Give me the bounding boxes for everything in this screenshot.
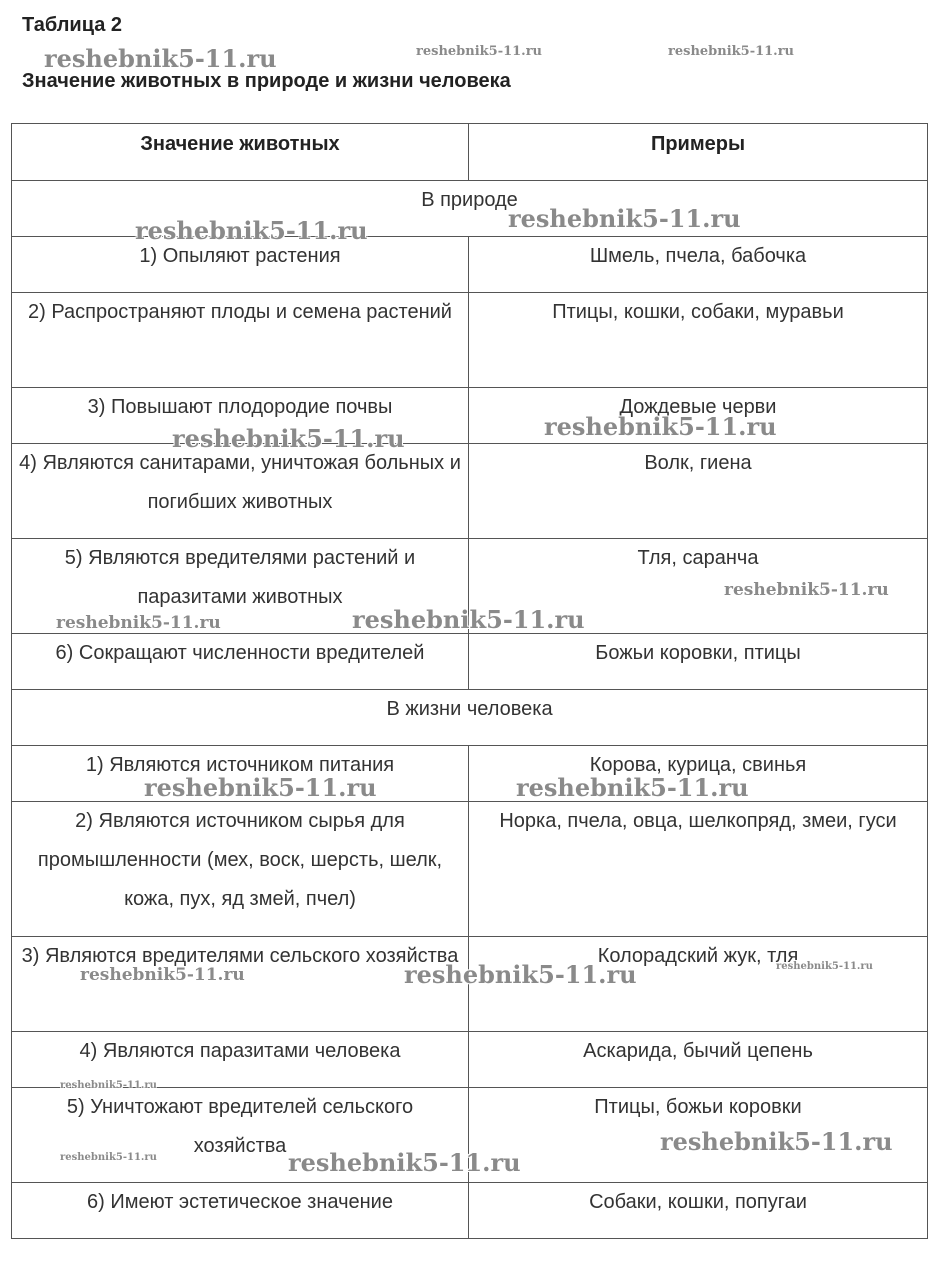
row-examples: Птицы, кошки, собаки, муравьи bbox=[469, 293, 928, 388]
header-examples: Примеры bbox=[469, 124, 928, 181]
row-examples: Аскарида, бычий цепень bbox=[469, 1032, 928, 1088]
row-examples: Тля, саранча bbox=[469, 539, 928, 634]
table-row bbox=[12, 444, 928, 539]
table-row bbox=[12, 1032, 928, 1088]
row-examples: Волк, гиена bbox=[469, 444, 928, 539]
watermark: reshebnik5-11.ru bbox=[80, 965, 245, 985]
watermark: reshebnik5-11.ru bbox=[288, 1148, 521, 1177]
table-row bbox=[12, 388, 928, 444]
row-role: 6) Имеют эстетическое значение bbox=[12, 1183, 469, 1239]
watermark: reshebnik5-11.ru bbox=[44, 44, 277, 73]
watermark: reshebnik5-11.ru bbox=[135, 216, 368, 245]
table-row bbox=[12, 293, 928, 388]
section-heading-human-life: В жизни человека bbox=[12, 690, 928, 746]
table-row bbox=[12, 937, 928, 1032]
watermark: reshebnik5-11.ru bbox=[508, 204, 741, 233]
section-heading-nature: В природе bbox=[12, 181, 928, 237]
table-header-row bbox=[12, 124, 928, 181]
row-role: 3) Являются вредителями сельского хозяйства bbox=[12, 937, 469, 1032]
row-examples: Колорадский жук, тля bbox=[469, 937, 928, 1032]
row-role: 6) Сокращают численности вредителей bbox=[12, 634, 469, 690]
table-row bbox=[12, 1183, 928, 1239]
row-role: 3) Повышают плодородие почвы bbox=[12, 388, 469, 444]
watermark: reshebnik5-11.ru bbox=[404, 960, 637, 989]
watermark: reshebnik5-11.ru bbox=[776, 961, 873, 972]
row-examples: Корова, курица, свинья bbox=[469, 746, 928, 802]
row-role: 4) Являются паразитами человека bbox=[12, 1032, 469, 1088]
watermark: reshebnik5-11.ru bbox=[56, 613, 221, 633]
table-row bbox=[12, 746, 928, 802]
row-role: 1) Являются источником питания bbox=[12, 746, 469, 802]
row-examples: Божьи коровки, птицы bbox=[469, 634, 928, 690]
watermark: reshebnik5-11.ru bbox=[352, 605, 585, 634]
watermark: reshebnik5-11.ru bbox=[724, 580, 889, 600]
section-heading-row bbox=[12, 181, 928, 237]
table-row bbox=[12, 634, 928, 690]
row-examples: Собаки, кошки, попугаи bbox=[469, 1183, 928, 1239]
watermark: reshebnik5-11.ru bbox=[544, 412, 777, 441]
row-examples: Дождевые черви bbox=[469, 388, 928, 444]
row-role: 4) Являются санитарами, уничтожая больных и погибших животных bbox=[12, 444, 469, 539]
table-row bbox=[12, 539, 928, 634]
watermark: reshebnik5-11.ru bbox=[172, 424, 405, 453]
page-title: Значение животных в природе и жизни человека bbox=[22, 70, 511, 92]
row-examples: Шмель, пчела, бабочка bbox=[469, 237, 928, 293]
row-role: 5) Уничтожают вредителей сельского хозяйства bbox=[12, 1088, 469, 1183]
watermark: reshebnik5-11.ru bbox=[60, 1152, 157, 1163]
table-row bbox=[12, 1088, 928, 1183]
row-role: 5) Являются вредителями растений и паразитами животных bbox=[12, 539, 469, 634]
watermark: reshebnik5-11.ru bbox=[60, 1080, 157, 1091]
watermark: reshebnik5-11.ru bbox=[416, 44, 543, 59]
watermark: reshebnik5-11.ru bbox=[660, 1127, 893, 1156]
table-caption: Таблица 2 bbox=[22, 14, 123, 36]
animals-significance-table bbox=[11, 123, 928, 1239]
watermark: reshebnik5-11.ru bbox=[516, 773, 749, 802]
watermark: reshebnik5-11.ru bbox=[668, 44, 795, 59]
row-examples: Норка, пчела, овца, шелкопряд, змеи, гуси bbox=[469, 802, 928, 937]
row-role: 2) Распространяют плоды и семена растений bbox=[12, 293, 469, 388]
table-row bbox=[12, 802, 928, 937]
header-significance: Значение животных bbox=[12, 124, 469, 181]
row-examples: Птицы, божьи коровки bbox=[469, 1088, 928, 1183]
table-row bbox=[12, 237, 928, 293]
section-heading-row bbox=[12, 690, 928, 746]
row-role: 2) Являются источником сырья для промышленности (мех, воск, шерсть, шелк, кожа, пух, яд змей, пчел) bbox=[12, 802, 469, 937]
row-role: 1) Опыляют растения bbox=[12, 237, 469, 293]
watermark: reshebnik5-11.ru bbox=[144, 773, 377, 802]
